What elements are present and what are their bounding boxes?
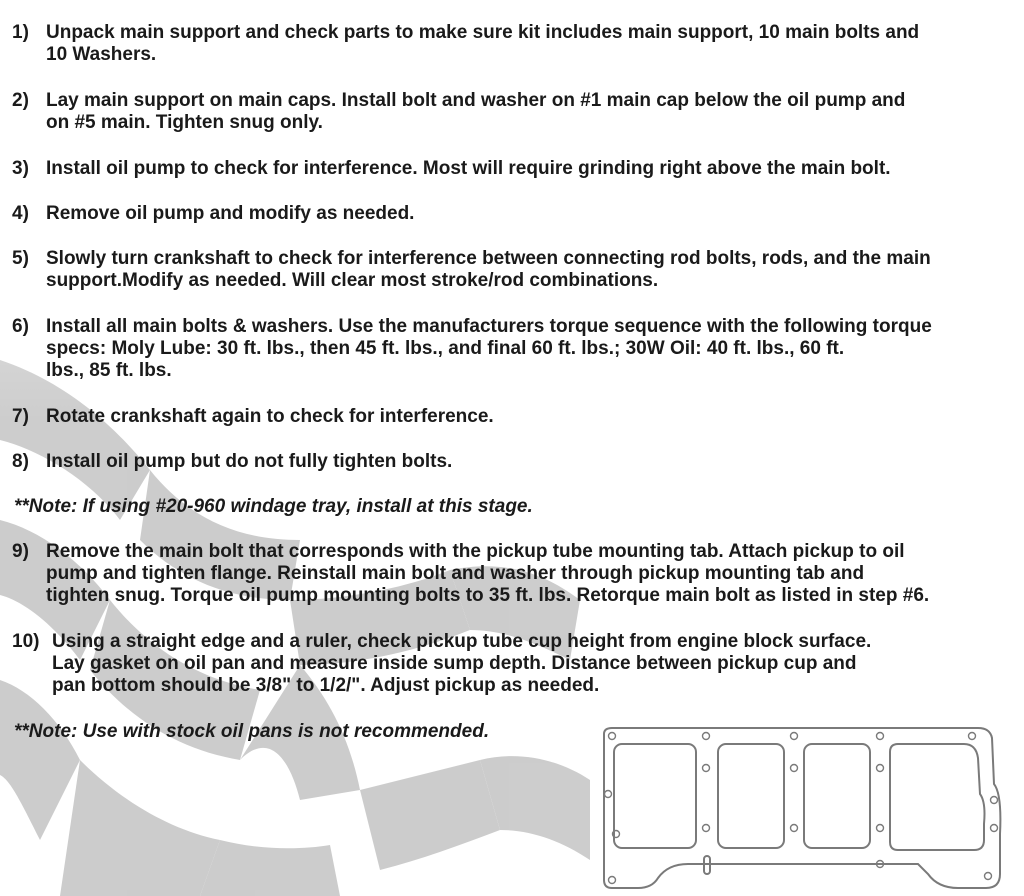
- step-number: 9): [12, 541, 29, 562]
- step-text: Install oil pump to check for interference. Most will require grinding right above the main bolt.: [46, 158, 891, 179]
- step-text: Lay gasket on oil pan and measure inside sump depth. Distance between pickup cup and: [52, 653, 857, 674]
- step-text: Using a straight edge and a ruler, check pickup tube cup height from engine block surface.: [52, 631, 872, 652]
- step-9: [12, 541, 1022, 607]
- step-number: 4): [12, 203, 29, 224]
- step-8: [12, 451, 1022, 473]
- step-6: [12, 316, 1022, 382]
- step-number: 5): [12, 248, 29, 269]
- step-7: [12, 406, 1022, 428]
- step-number: 7): [12, 406, 29, 427]
- step-1: [12, 22, 1022, 66]
- step-text: Install oil pump but do not fully tighten bolts.: [46, 451, 453, 472]
- step-text: pump and tighten flange. Reinstall main bolt and washer through pickup mounting tab and: [46, 563, 865, 584]
- step-text: 10 Washers.: [46, 44, 157, 65]
- step-text: Rotate crankshaft again to check for interference.: [46, 406, 494, 427]
- step-text: lbs., 85 ft. lbs.: [46, 360, 172, 381]
- note-stock-oil-pans: **Note: Use with stock oil pans is not recommended.: [14, 721, 490, 742]
- step-number: 1): [12, 22, 29, 43]
- step-5: [12, 248, 1022, 292]
- step-text: pan bottom should be 3/8" to 1/2/". Adjust pickup as needed.: [52, 675, 600, 696]
- step-number: 2): [12, 90, 29, 111]
- step-text: support.Modify as needed. Will clear most stroke/rod combinations.: [46, 270, 659, 291]
- step-text: Install all main bolts & washers. Use the manufacturers torque sequence with the following torque: [46, 316, 932, 337]
- step-text: Remove the main bolt that corresponds with the pickup tube mounting tab. Attach pickup to oil: [46, 541, 905, 562]
- step-number: 8): [12, 451, 29, 472]
- step-number: 3): [12, 158, 29, 179]
- step-text: on #5 main. Tighten snug only.: [46, 112, 323, 133]
- step-text: tighten snug. Torque oil pump mounting bolts to 35 ft. lbs. Retorque main bolt as listed in step #6.: [46, 585, 930, 606]
- step-text: Slowly turn crankshaft to check for interference between connecting rod bolts, rods, and the main: [46, 248, 931, 269]
- step-text: Unpack main support and check parts to make sure kit includes main support, 10 main bolts and: [46, 22, 920, 43]
- step-text: Lay main support on main caps. Install bolt and washer on #1 main cap below the oil pump and: [46, 90, 906, 111]
- step-number: 6): [12, 316, 29, 337]
- note-windage-tray: **Note: If using #20-960 windage tray, install at this stage.: [14, 496, 533, 517]
- step-4: [12, 203, 1022, 225]
- step-text: specs: Moly Lube: 30 ft. lbs., then 45 ft. lbs., and final 60 ft. lbs.; 30W Oil: 40 ft. lbs., 60 ft.: [46, 338, 845, 359]
- step-2: [12, 90, 1022, 134]
- step-number: 10): [12, 631, 40, 652]
- step-10: [12, 631, 1022, 697]
- step-3: [12, 158, 1022, 180]
- step-text: Remove oil pump and modify as needed.: [46, 203, 415, 224]
